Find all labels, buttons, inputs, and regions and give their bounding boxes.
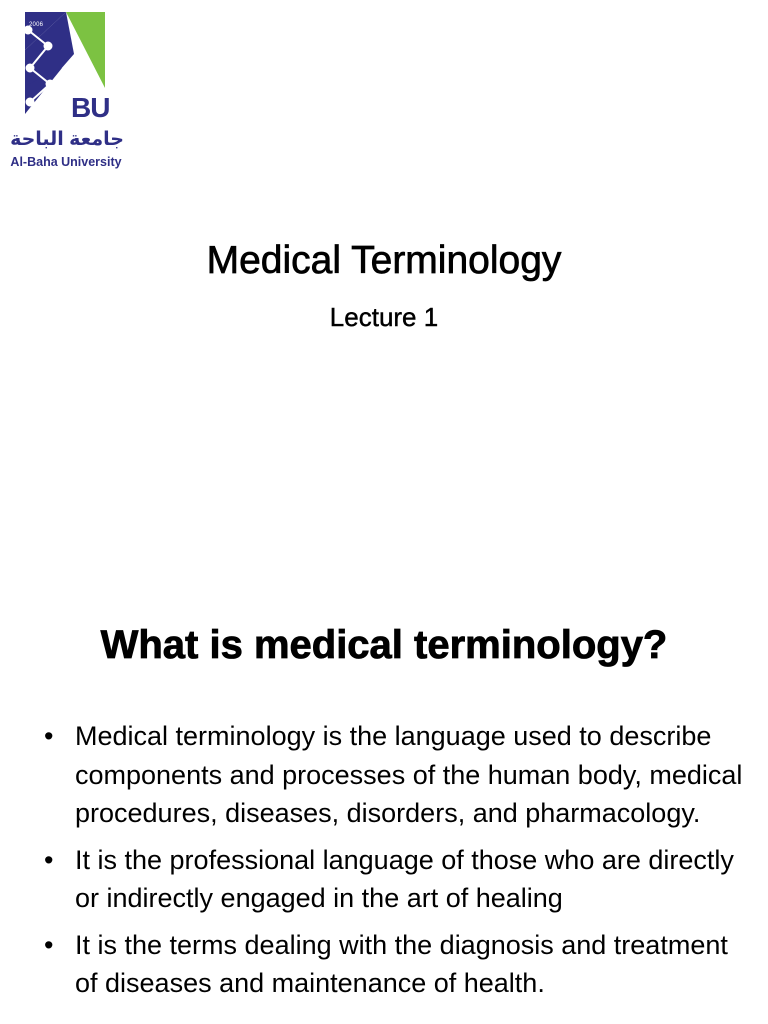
logo-english-name: Al-Baha University (10, 155, 122, 169)
bullet-text: It is the terms dealing with the diagnosis and treatment of diseases and maintenance of health. (75, 929, 728, 998)
bullet-list (44, 717, 744, 1011)
slide-heading: What is medical terminology? (100, 623, 668, 667)
al-baha-university-logo (4, 10, 128, 169)
bullet-item (44, 717, 744, 833)
bullet-icon: • (44, 844, 54, 875)
bullet-icon: • (44, 721, 54, 751)
bullet-text: Medical terminology is the language used to describe components and processes of the human body, medical procedures, diseases, disorders, and pharmacology. (75, 721, 743, 828)
bullet-item (44, 841, 744, 918)
logo-arabic-name: جامعة الباحة (10, 129, 124, 150)
bullet-icon: • (44, 929, 54, 960)
bullet-item (44, 926, 744, 1003)
bullet-text: It is the professional language of those who are directly or indirectly engaged in the art of healing (75, 844, 734, 913)
logo-initials: BU (71, 92, 110, 123)
slide-subtitle: Lecture 1 (329, 302, 439, 332)
content-slide (0, 576, 768, 1024)
slide-title: Medical Terminology (206, 239, 562, 282)
logo-year: 2006 (29, 22, 44, 28)
